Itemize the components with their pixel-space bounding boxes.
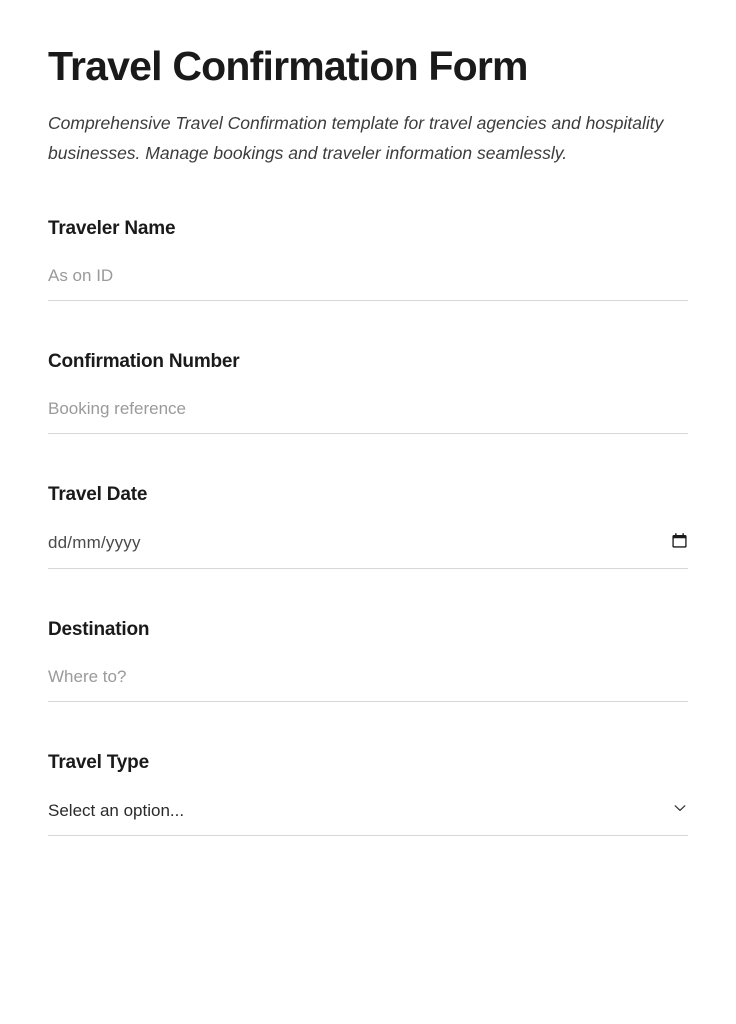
destination-label: Destination (48, 619, 150, 641)
field-traveler-name (48, 218, 688, 301)
confirmation-number-input[interactable] (48, 399, 688, 434)
field-destination (48, 619, 688, 702)
travel-type-label: Travel Type (48, 752, 149, 774)
page-subtitle: Comprehensive Travel Confirmation template for travel agencies and hospitality businesses. Manage bookings and traveler information seamlessly. (48, 112, 664, 163)
travel-type-select[interactable] (48, 800, 688, 836)
chevron-down-icon[interactable] (672, 800, 688, 821)
page-title: Travel Confirmation Form (48, 43, 528, 89)
travel-date-placeholder: dd/mm/yyyy (48, 533, 141, 553)
travel-date-label: Travel Date (48, 484, 148, 506)
travel-date-input[interactable] (48, 532, 688, 569)
page-title-wrapper (48, 44, 528, 90)
field-confirmation-number (48, 351, 688, 434)
calendar-icon[interactable] (671, 532, 688, 554)
traveler-name-input[interactable] (48, 266, 688, 301)
field-travel-type (48, 752, 688, 836)
travel-type-selected-value: Select an option... (48, 800, 185, 820)
traveler-name-label: Traveler Name (48, 218, 176, 240)
field-travel-date (48, 484, 688, 569)
confirmation-number-label: Confirmation Number (48, 351, 240, 373)
destination-input[interactable] (48, 667, 688, 702)
